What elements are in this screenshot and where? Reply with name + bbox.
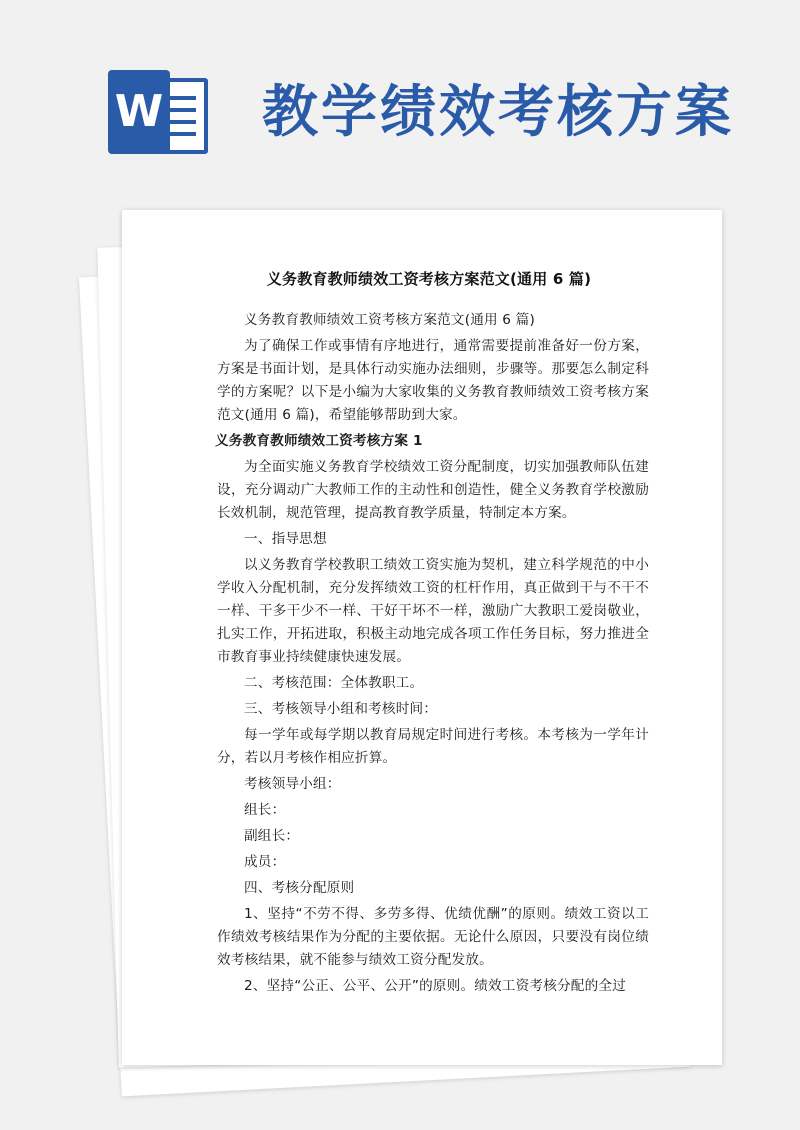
paragraph: 2、坚持“公正、公平、公开”的原则。绩效工资考核分配的全过	[244, 978, 626, 994]
page-header	[0, 0, 800, 200]
paragraph: 义务教育教师绩效工资考核方案范文(通用 6 篇)	[244, 312, 535, 328]
word-logo-letter: W	[108, 70, 170, 154]
paragraph: 1、坚持“不劳不得、多劳多得、优绩优酬”的原则。绩效工资以工作绩效考核结果作为分配的主要依据。无论什么原因，只要没有岗位绩效考核结果，就不能参与绩效工资分配发放。	[217, 906, 649, 968]
document-page	[122, 210, 722, 1065]
paragraph: 为了确保工作或事情有序地进行，通常需要提前准备好一份方案，方案是书面计划，是具体行动实施办法细则，步骤等。那要怎么制定科学的方案呢？以下是小编为大家收集的义务教育教师绩效工资考核方案范文(通用 6 篇)，希望能够帮助到大家。	[217, 338, 649, 423]
paragraph: 成员：	[244, 854, 286, 870]
paragraph: 一、指导思想	[244, 531, 327, 547]
document-title: 义务教育教师绩效工资考核方案范文(通用 6 篇)	[266, 270, 592, 288]
document-body	[217, 268, 649, 1001]
paragraph: 考核领导小组：	[244, 776, 341, 792]
paragraph: 三、考核领导小组和考核时间：	[244, 701, 438, 717]
paragraph: 二、考核范围：全体教职工。	[244, 675, 424, 691]
paragraph: 组长：	[244, 802, 286, 818]
paragraph: 为全面实施义务教育学校绩效工资分配制度，切实加强教师队伍建设，充分调动广大教师工作的主动性和创造性，健全义务教育学校激励长效机制，规范管理，提高教育教学质量，特制定本方案。	[217, 459, 649, 521]
paragraph: 以义务教育学校教职工绩效工资实施为契机，建立科学规范的中小学收入分配机制，充分发挥绩效工资的杠杆作用，真正做到干与不干不一样、干多干少不一样、干好干坏不一样，激励广大教职工爱岗敬业，扎实工作，开拓进取，积极主动地完成各项工作任务目标，努力推进全市教育事业持续健康快速发展。	[217, 557, 649, 665]
word-document-icon	[108, 70, 218, 160]
document-paragraphs	[217, 309, 649, 998]
banner-title: 教学绩效考核方案	[262, 80, 734, 145]
paragraph: 每一学年或每学期以教育局规定时间进行考核。本考核为一学年计分，若以月考核作相应折算。	[217, 727, 649, 766]
section-heading: 义务教育教师绩效工资考核方案 1	[215, 433, 423, 449]
paragraph: 副组长：	[244, 828, 300, 844]
paragraph: 四、考核分配原则	[244, 880, 355, 896]
